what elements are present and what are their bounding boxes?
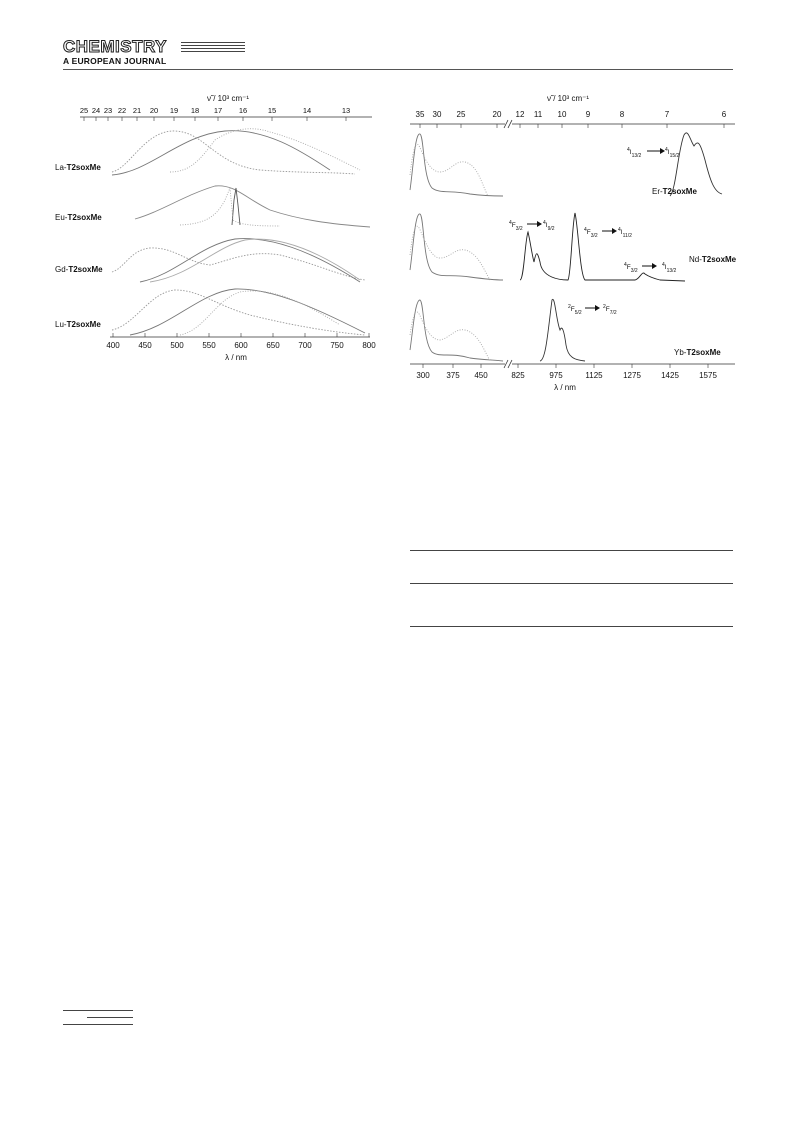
tick-label: 20 [492,110,502,119]
er-transition-label [627,147,680,159]
tick-label: 20 [149,106,159,115]
nd-transition-label-2 [584,227,632,239]
tick-label: 12 [515,110,525,119]
tick-label: 750 [330,341,344,350]
panel-label-yb: Yb-T2soxMe [674,348,721,357]
tick-label: 25 [79,106,89,115]
panel-label-nd: Nd-T2soxMe [689,255,737,264]
svg-text:4I13/2: $^4I_{13/2}$ [627,147,642,159]
right-top-axis-label: ν̃ / 10³ cm⁻¹ [546,94,590,103]
tick-label: 9 [585,110,591,119]
tick-label: 24 [91,106,101,115]
svg-text:4F3/2: $^4F_{3/2}$ [624,262,638,274]
footnote-rule-3 [63,1024,133,1025]
tick-label: 21 [132,106,142,115]
tick-label: 450 [474,371,488,380]
tick-label: 825 [511,371,525,380]
tick-label: 500 [170,341,184,350]
svg-text:2F7/2: $^2F_{7/2}$ [603,304,617,316]
table-rule-top [410,550,733,551]
nd-arrow-3 [642,263,657,269]
tick-label: 25 [456,110,466,119]
nd-arrow-2 [602,228,617,234]
yb-arrow [585,305,600,311]
footnote-rule-2 [87,1017,133,1018]
tick-label: 30 [432,110,442,119]
tick-label: 1125 [585,371,603,380]
yb-emission-curve [540,299,585,361]
left-top-axis-label: ν̃ / 10³ cm⁻¹ [206,94,250,103]
nd-transition-label-1 [509,220,555,232]
yb-absorption-curve [410,300,503,361]
tick-label: 10 [557,110,567,119]
svg-text:4I9/2: $^4I_{9/2}$ [543,220,555,232]
tick-label: 800 [362,341,376,350]
tick-label: 450 [138,341,152,350]
panel-label-eu: Eu-T2soxMe [55,213,102,222]
svg-text:4I11/2: $^4I_{11/2}$ [618,227,632,239]
footnote-rule-1 [63,1010,133,1011]
tick-label: 375 [446,371,460,380]
tick-label: 23 [103,106,113,115]
svg-text:4I15/2: $^4I_{15/2}$ [665,147,680,159]
tick-label: 700 [298,341,312,350]
tick-label: 300 [416,371,430,380]
panel-label-la: La-T2soxMe [55,163,101,172]
nd-arrow-1 [527,221,542,227]
svg-text:4F3/2: $^4F_{3/2}$ [509,220,523,232]
panel-label-gd: Gd-T2soxMe [55,265,103,274]
tick-label: 16 [238,106,248,115]
right-top-ticks [416,110,727,119]
tick-label: 14 [302,106,312,115]
left-bottom-axis-label: λ / nm [225,353,247,362]
tick-label: 975 [549,371,563,380]
tick-label: 1575 [699,371,717,380]
nd-excitation-curve [410,226,490,280]
er-absorption-curve [410,134,503,196]
journal-title: CHEMISTRY [63,37,167,56]
tick-label: 400 [106,341,120,350]
tick-label: 8 [619,110,625,119]
table-rule-bottom [410,626,733,627]
tick-label: 650 [266,341,280,350]
tick-label: 35 [415,110,425,119]
right-axis-break-bottom [504,360,512,368]
tick-label: 15 [267,106,277,115]
tick-label: 11 [533,110,543,119]
tick-label: 7 [664,110,670,119]
yb-spectra [410,299,585,361]
table-rule-mid [410,583,733,584]
tick-label: 600 [234,341,248,350]
nd-absorption-curve [410,214,503,280]
right-axis-break-top [504,120,512,128]
er-arrow [647,148,665,154]
tick-label: 1425 [661,371,679,380]
yb-excitation-curve [410,312,490,361]
tick-label: 19 [169,106,179,115]
svg-text:4F3/2: $^4F_{3/2}$ [584,227,598,239]
nd-transition-label-3 [624,262,677,274]
journal-subtitle: A EUROPEAN JOURNAL [63,56,167,66]
tick-label: 6 [721,110,727,119]
right-bottom-ticks [416,371,717,380]
tick-label: 1275 [623,371,641,380]
yb-transition-label [568,304,617,316]
svg-text:4I13/2: $^4I_{13/2}$ [662,262,677,274]
tick-label: 13 [341,106,351,115]
svg-text:2F5/2: $^2F_{5/2}$ [568,304,582,316]
er-excitation-curve [410,144,488,196]
tick-label: 18 [190,106,200,115]
panel-label-er: Er-T2soxMe [652,187,697,196]
tick-label: 550 [202,341,216,350]
panel-label-lu: Lu-T2soxMe [55,320,101,329]
right-bottom-axis-label: λ / nm [554,383,576,392]
tick-label: 17 [213,106,223,115]
tick-label: 22 [117,106,127,115]
